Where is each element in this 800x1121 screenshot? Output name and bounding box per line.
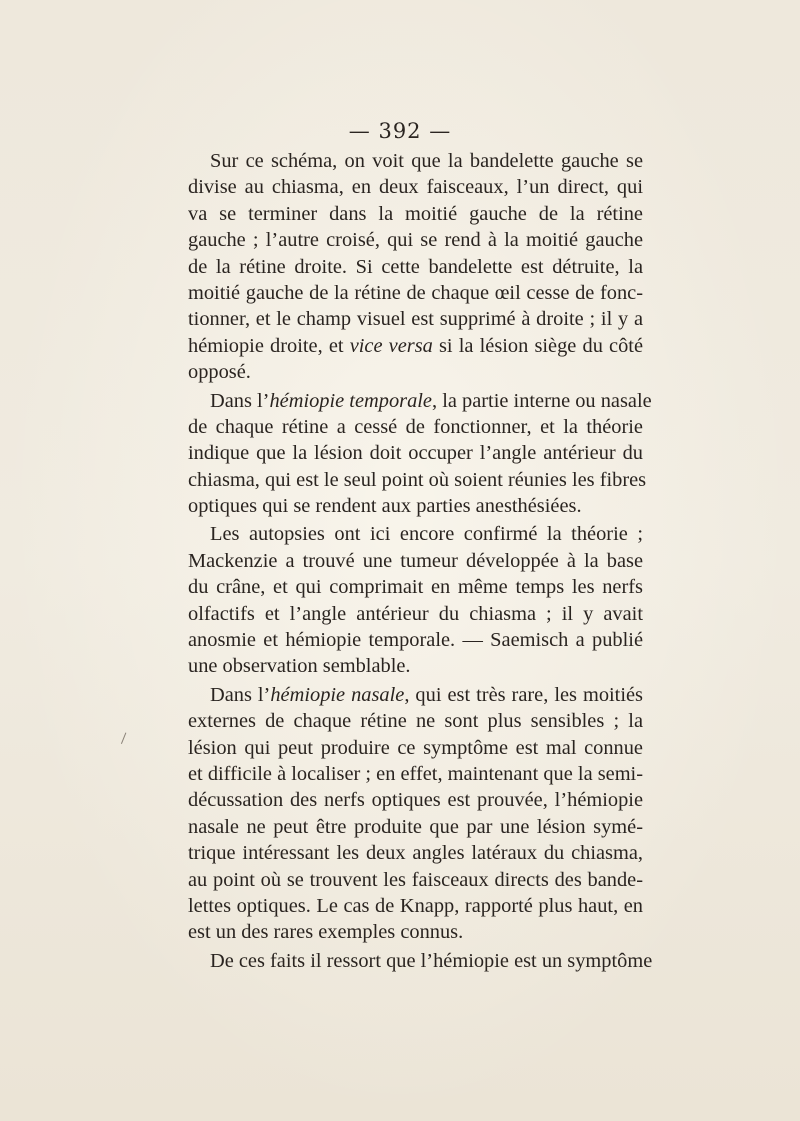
text-line: est un des rares exemples connus.	[188, 921, 464, 944]
text-line: De ces faits il ressort que l’hémiopie est un symptôme	[210, 949, 653, 972]
paragraph-1	[188, 148, 643, 386]
paragraph-4	[188, 682, 643, 946]
text-line: olfactifs et l’angle antérieur du chiasma ; il y avait	[188, 602, 643, 625]
paragraph-5	[188, 948, 653, 974]
text-line: indique que la lésion doit occuper l’angle antérieur du	[188, 442, 643, 465]
text-line: et difficile à localiser ; en effet, maintenant que la semi-	[188, 762, 644, 785]
text-line: au point où se trouvent les faisceaux directs des bande-	[188, 868, 643, 891]
text-line: va se terminer dans la moitié gauche de la rétine	[188, 202, 643, 225]
text-line: optiques qui se rendent aux parties anesthésiées.	[188, 495, 582, 518]
text-line: hémiopie droite, et vice versa si la lésion siège du côté	[188, 334, 644, 357]
text-line: nasale ne peut être produite que par une lésion symé-	[188, 815, 643, 838]
text-line: opposé.	[188, 361, 251, 384]
text-line: de la rétine droite. Si cette bandelette est détruite, la	[188, 255, 643, 278]
text-line: décussation des nerfs optiques est prouvée, l’hémiopie	[188, 789, 643, 812]
text-line: lettes optiques. Le cas de Knapp, rapporté plus haut, en	[188, 894, 643, 917]
text-line: Les autopsies ont ici encore confirmé la théorie ;	[210, 523, 643, 546]
margin-pencil-mark	[121, 733, 130, 746]
page-number: — 392 —	[348, 119, 452, 143]
paragraph-3	[188, 521, 643, 679]
text-line: Dans l’hémiopie nasale, qui est très rare, les moitiés	[210, 683, 643, 706]
body-text	[188, 148, 653, 974]
text-line: anosmie et hémiopie temporale. — Saemisch a publié	[188, 629, 643, 652]
text-line: Sur ce schéma, on voit que la bandelette gauche se	[210, 150, 643, 172]
text-line: trique intéressant les deux angles latéraux du chiasma,	[188, 842, 643, 865]
text-line: Mackenzie a trouvé une tumeur développée à la base	[188, 549, 643, 572]
text-line: externes de chaque rétine ne sont plus sensibles ; la	[188, 710, 643, 733]
text-line: une observation semblable.	[188, 655, 411, 678]
text-line: du crâne, et qui comprimait en même temps les nerfs	[188, 576, 643, 599]
text-line: lésion qui peut produire ce symptôme est mal connue	[188, 736, 643, 759]
text-line: moitié gauche de la rétine de chaque œil cesse de fonc-	[188, 281, 643, 304]
text-line: chiasma, qui est le seul point où soient réunies les fibres	[188, 468, 647, 491]
text-line: Dans l’hémiopie temporale, la partie interne ou nasale	[210, 389, 652, 412]
paragraph-2	[188, 388, 652, 520]
text-line: gauche ; l’autre croisé, qui se rend à la moitié gauche	[188, 229, 643, 252]
text-line: divise au chiasma, en deux faisceaux, l’un direct, qui	[188, 176, 643, 199]
text-line: tionner, et le champ visuel est supprimé à droite ; il y a	[188, 308, 643, 331]
text-line: de chaque rétine a cessé de fonctionner, et la théorie	[188, 415, 643, 438]
